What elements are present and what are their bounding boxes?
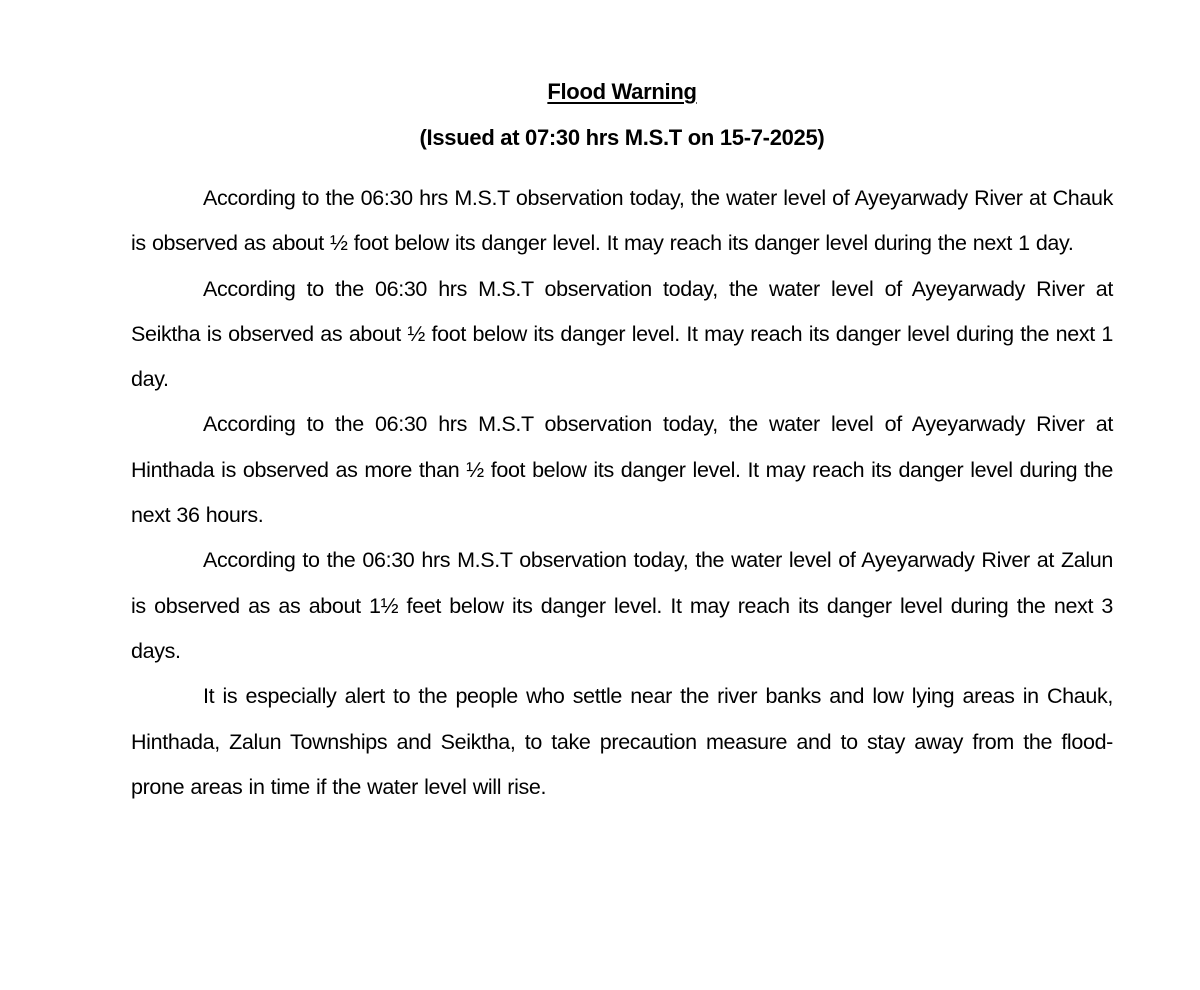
issue-time-subtitle: (Issued at 07:30 hrs M.S.T on 15-7-2025) bbox=[419, 125, 825, 150]
document-title-text: Flood Warning bbox=[547, 79, 697, 104]
paragraph-chauk: According to the 06:30 hrs M.S.T observation today, the water level of Ayeyarwady River at Chauk is observed as about ½ foot below its danger level. It may reach its danger level during the next 1 day. bbox=[131, 186, 1113, 256]
document-title bbox=[131, 72, 1113, 112]
paragraph-zalun: According to the 06:30 hrs M.S.T observation today, the water level of Ayeyarwady River at Zalun is observed as as about 1½ feet below its danger level. It may reach its danger level during the next 3 days. bbox=[131, 548, 1113, 663]
paragraph-hinthada: According to the 06:30 hrs M.S.T observation today, the water level of Ayeyarwady River at Hinthada is observed as more than ½ foot below its danger level. It may reach its danger level during the next 36 hours. bbox=[131, 412, 1113, 528]
document-page bbox=[131, 72, 1113, 810]
paragraph-alert: It is especially alert to the people who settle near the river banks and low lying areas in Chauk, Hinthada, Zalun Townships and Seiktha, to take precaution measure and to stay away from the flood-prone areas in time if the water level will rise. bbox=[131, 684, 1113, 799]
document-body bbox=[131, 176, 1113, 810]
paragraph-seiktha: According to the 06:30 hrs M.S.T observation today, the water level of Ayeyarwady River at Seiktha is observed as about ½ foot below its danger level. It may reach its danger level during the next 1 day. bbox=[131, 276, 1113, 392]
